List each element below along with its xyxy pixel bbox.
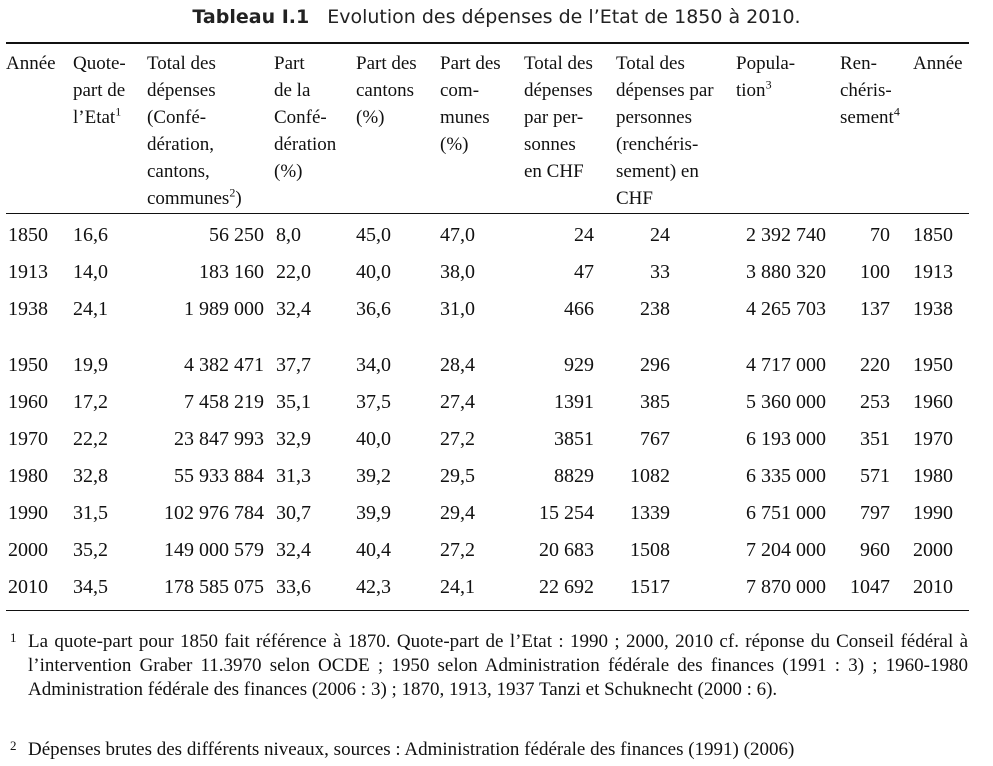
table-cell: 1391 (554, 391, 594, 413)
table-cell: 1913 (913, 261, 953, 283)
table-cell: 28,4 (440, 354, 475, 376)
table-cell: 32,4 (276, 539, 311, 561)
table-cell: 960 (860, 539, 890, 561)
table-cell: 31,5 (73, 502, 108, 524)
column-header: Total des dépenses par per- sonnes en CHF (524, 53, 593, 182)
column-header: Total des dépenses par personnes (renchéris- sement) en CHF (616, 53, 714, 209)
footnote-ref: 3 (765, 77, 772, 92)
table-cell: 31,3 (276, 465, 311, 487)
footnote-text: Dépenses brutes des différents niveaux, sources : Administration fédérale des finances (1991) (2006) (28, 739, 795, 760)
table-cell: 35,2 (73, 539, 108, 561)
column-header: Part des com- munes (%) (440, 53, 501, 155)
table-cell: 45,0 (356, 224, 391, 246)
table-cell: 35,1 (276, 391, 311, 413)
table-cell: 1980 (8, 465, 48, 487)
table-cell: 7 458 219 (184, 391, 264, 413)
table-cell: 7 204 000 (746, 539, 826, 561)
table-cell: 238 (640, 298, 670, 320)
table-cell: 40,4 (356, 539, 391, 561)
table-cell: 1970 (913, 428, 953, 450)
table-cell: 3851 (554, 428, 594, 450)
table-cell: 16,6 (73, 224, 108, 246)
table-cell: 1950 (8, 354, 48, 376)
footnote-ref: 1 (115, 104, 122, 119)
table-cell: 37,7 (276, 354, 311, 376)
table-cell: 24,1 (73, 298, 108, 320)
table-cell: 22,2 (73, 428, 108, 450)
table-cell: 1047 (850, 576, 890, 598)
table-cell: 22 692 (539, 576, 594, 598)
table-cell: 14,0 (73, 261, 108, 283)
table-cell: 2000 (913, 539, 953, 561)
table-cell: 1850 (913, 224, 953, 246)
column-header: Part de la Confé- dération (%) (274, 53, 337, 182)
footnote-ref: 2 (229, 185, 236, 200)
table-cell: 3 880 320 (746, 261, 826, 283)
table-cell: 1990 (913, 502, 953, 524)
table-row (0, 539, 993, 576)
table-cell: 100 (860, 261, 890, 283)
footnote-ref: 4 (893, 104, 900, 119)
table-label: Tableau I.1 (192, 6, 310, 28)
table-cell: 1339 (630, 502, 670, 524)
table-cell: 1960 (8, 391, 48, 413)
table-cell: 31,0 (440, 298, 475, 320)
table-cell: 137 (860, 298, 890, 320)
table-cell: 39,2 (356, 465, 391, 487)
table-cell: 23 847 993 (174, 428, 264, 450)
table-cell: 2000 (8, 539, 48, 561)
table-cell: 296 (640, 354, 670, 376)
table-cell: 6 335 000 (746, 465, 826, 487)
table-cell: 767 (640, 428, 670, 450)
table-cell: 33 (650, 261, 670, 283)
table-cell: 8,0 (276, 224, 301, 246)
table-cell: 47,0 (440, 224, 475, 246)
bottom-rule (6, 610, 969, 611)
table-cell: 1960 (913, 391, 953, 413)
table-cell: 1 989 000 (184, 298, 264, 320)
table-cell: 178 585 075 (164, 576, 264, 598)
table-cell: 36,6 (356, 298, 391, 320)
table-row (0, 502, 993, 539)
table-row (0, 298, 993, 335)
table-cell: 1980 (913, 465, 953, 487)
table-cell: 24 (574, 224, 594, 246)
table-row (0, 465, 993, 502)
table-caption (0, 6, 993, 28)
table-cell: 17,2 (73, 391, 108, 413)
table-cell: 1913 (8, 261, 48, 283)
table-cell: 47 (574, 261, 594, 283)
table-cell: 1990 (8, 502, 48, 524)
table-cell: 42,3 (356, 576, 391, 598)
table-cell: 56 250 (209, 224, 264, 246)
footnote-2 (6, 738, 968, 762)
table-cell: 55 933 884 (174, 465, 264, 487)
table-cell: 22,0 (276, 261, 311, 283)
table-row (0, 576, 993, 613)
table-cell: 1508 (630, 539, 670, 561)
table-cell: 40,0 (356, 261, 391, 283)
table-cell: 102 976 784 (164, 502, 264, 524)
table-cell: 4 382 471 (184, 354, 264, 376)
table-cell: 20 683 (539, 539, 594, 561)
table-cell: 32,8 (73, 465, 108, 487)
table-cell: 29,4 (440, 502, 475, 524)
table-cell: 351 (860, 428, 890, 450)
table-title: Evolution des dépenses de l’Etat de 1850 à 2010. (327, 6, 801, 28)
table-cell: 29,5 (440, 465, 475, 487)
footnote-1 (6, 630, 968, 702)
table-cell: 1970 (8, 428, 48, 450)
table-cell: 1517 (630, 576, 670, 598)
table-cell: 33,6 (276, 576, 311, 598)
table-cell: 27,2 (440, 539, 475, 561)
column-header: Total des dépenses (Confé- dération, cantons, communes$^2$) (147, 53, 242, 209)
table-row (0, 428, 993, 465)
column-header: Part des cantons (%) (356, 53, 417, 128)
table-cell: 797 (860, 502, 890, 524)
table-cell: 1938 (913, 298, 953, 320)
footnote-marker: 1 (10, 630, 17, 645)
table-cell: 466 (564, 298, 594, 320)
table-cell: 1082 (630, 465, 670, 487)
table-cell: 2010 (913, 576, 953, 598)
table-cell: 27,2 (440, 428, 475, 450)
column-header: Année (913, 53, 963, 74)
table-cell: 6 751 000 (746, 502, 826, 524)
table-cell: 5 360 000 (746, 391, 826, 413)
table-row (0, 224, 993, 261)
table-cell: 1950 (913, 354, 953, 376)
table-cell: 24,1 (440, 576, 475, 598)
table-cell: 32,9 (276, 428, 311, 450)
table-cell: 220 (860, 354, 890, 376)
table-cell: 2 392 740 (746, 224, 826, 246)
table-cell: 19,9 (73, 354, 108, 376)
table-cell: 571 (860, 465, 890, 487)
table-cell: 253 (860, 391, 890, 413)
table-cell: 40,0 (356, 428, 391, 450)
top-rule (6, 42, 969, 44)
column-header: Année (6, 53, 56, 74)
table-cell: 37,5 (356, 391, 391, 413)
table-cell: 1938 (8, 298, 48, 320)
table-cell: 32,4 (276, 298, 311, 320)
table-cell: 34,0 (356, 354, 391, 376)
table-cell: 6 193 000 (746, 428, 826, 450)
table-row (0, 261, 993, 298)
table-cell: 1850 (8, 224, 48, 246)
table-row (0, 391, 993, 428)
table-cell: 24 (650, 224, 670, 246)
table-cell: 38,0 (440, 261, 475, 283)
table-row (0, 354, 993, 391)
header-rule (6, 213, 969, 214)
table-cell: 34,5 (73, 576, 108, 598)
column-header: Ren- chéris- sement$^4$ (840, 53, 900, 128)
table-cell: 8829 (554, 465, 594, 487)
column-header: Popula- tion$^3$ (736, 53, 796, 101)
table-cell: 4 717 000 (746, 354, 826, 376)
table-cell: 2010 (8, 576, 48, 598)
table-cell: 929 (564, 354, 594, 376)
table-cell: 39,9 (356, 502, 391, 524)
table-cell: 4 265 703 (746, 298, 826, 320)
table-cell: 15 254 (539, 502, 594, 524)
footnote-text: La quote-part pour 1850 fait référence à 1870. Quote-part de l’Etat : 1990 ; 2000, 2010 cf. réponse du Conseil fédéral à l’intervention Graber 11.3970 selon OCDE ; 1950 selon Administration fédérale des finances (1991 : 3) ; 1960-1980 Administration fédérale des finances (2006 : 3) ; 1870, 1913, 1937 Tanzi et Schuknecht (2000 : 6). (28, 631, 968, 700)
table-cell: 27,4 (440, 391, 475, 413)
table-cell: 7 870 000 (746, 576, 826, 598)
table-cell: 70 (870, 224, 890, 246)
table-cell: 385 (640, 391, 670, 413)
table-cell: 30,7 (276, 502, 311, 524)
column-header: Quote- part de l’Etat$^1$ (73, 53, 126, 128)
table-cell: 149 000 579 (164, 539, 264, 561)
table-cell: 183 160 (199, 261, 264, 283)
footnote-marker: 2 (10, 738, 17, 753)
